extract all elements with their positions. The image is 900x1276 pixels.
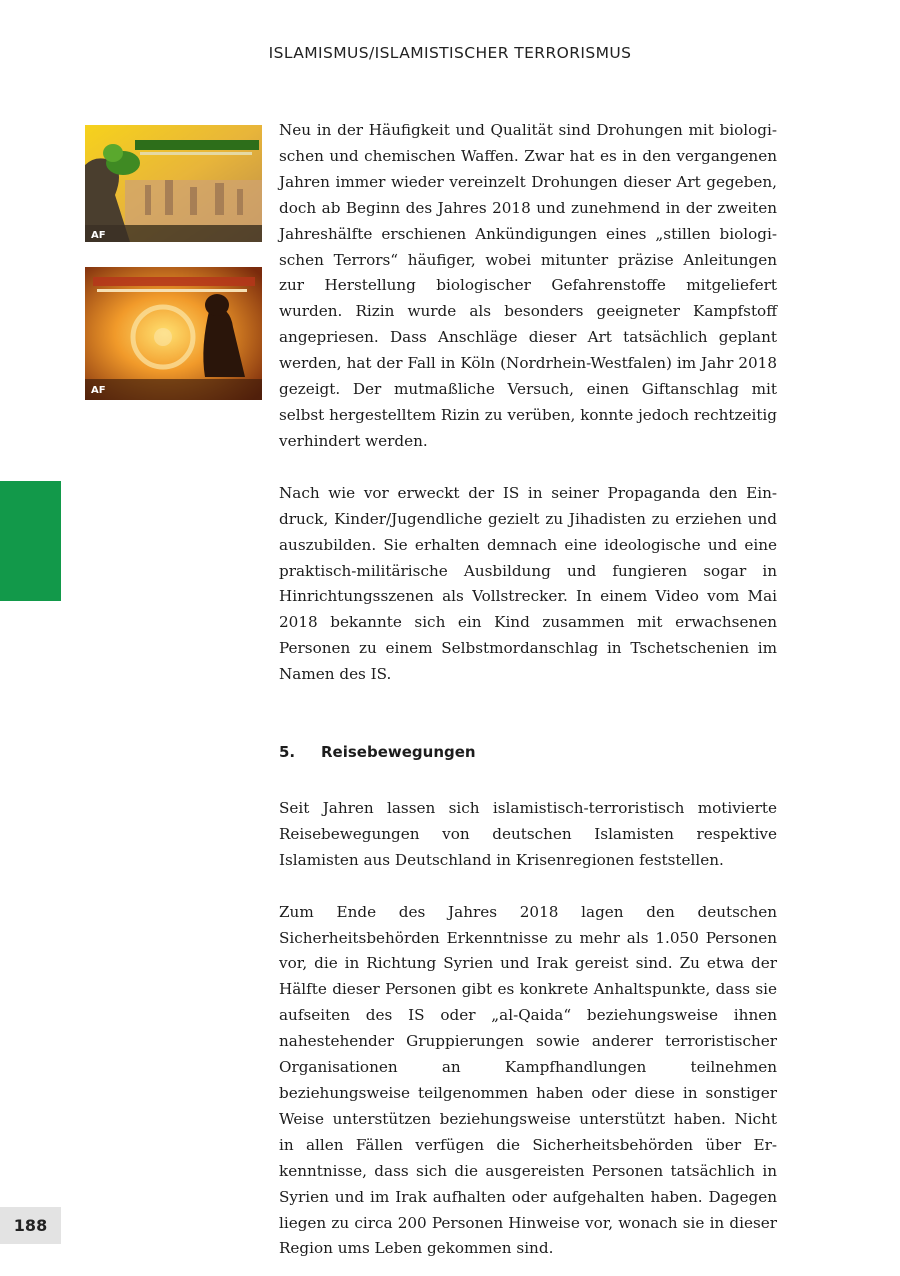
section-title: Reisebewegungen (321, 743, 476, 762)
paragraph-travel-intro: Seit Jahren lassen sich islamistisch-terroristisch motivierte Reisebewegungen von deutschen Islamisten respektive Islamisten aus Deutschland in Krisenregionen feststellen. (279, 798, 777, 869)
propaganda-poster-biohazard-image (85, 267, 262, 400)
section-number: 5. (279, 743, 296, 762)
chapter-color-tab (0, 481, 61, 601)
paragraph-children-propaganda: Nach wie vor erweckt der IS in seiner Propaganda den Eindruck, Kinder/Jugendliche gezielt zu Jihadisten zu erziehen und auszubilden. Sie erhalten demnach eine ideologische und eine praktisch-militärische Ausbildung und fungieren sogar in Hinrichtungsszenen als Vollstrecker. In einem Video vom Mai 2018 bekannte sich ein Kind zusammen mit erwachsenen Personen zu einem Selbstmordanschlag in Tschetschenien im Namen des IS. (279, 483, 777, 684)
main-text-column (279, 118, 777, 1262)
running-header: ISLAMISMUS/ISLAMISTISCHER TERRORISMUS (268, 44, 632, 62)
section-heading (279, 740, 777, 766)
page-number: 188 (0, 1207, 61, 1244)
paragraph-bio-threats: Neu in der Häufigkeit und Qualität sind Drohungen mit biologischen und chemischen Waffen. Zwar hat es in den vergangenen Jahren immer wieder vereinzelt Drohungen dieser Art gegeben, doch ab Beginn des Jahres 2018 und zunehmend in der zweiten Jahreshälfte erschienen Ankündigungen eines „stillen biologischen Terrors“ häufiger, wobei mitunter präzise Anleitungen zur Herstellung biologischer Gefahrenstoffe mitgeliefert wurden. Rizin wurde als besonders geeigneter Kampfstoff angepriesen. Dass Anschläge dieser Art tatsächlich geplant werden, hat der Fall in Köln (Nordrhein-Westfalen) im Jahr 2018 gezeigt. Der mutmaßliche Versuch, einen Giftanschlag mit selbst hergestelltem Rizin zu verüben, konnte jedoch rechtzeitig verhindert werden. (279, 121, 777, 450)
svg-text:AF: AF (91, 230, 106, 241)
svg-text:AF: AF (91, 385, 106, 396)
paragraph-travel-figures: Zum Ende des Jahres 2018 lagen den deutschen Sicherheitsbehörden Erkenntnisse zu mehr als 1.050 Personen vor, die in Richtung Syrien und Irak gereist sind. Zu etwa der Hälfte dieser Personen gibt es konkrete Anhaltspunkte, dass sie aufseiten des IS oder „al-Qaida“ beziehungsweise ihnen nahestehender Gruppierungen sowie anderer terroristischer Organisationen an Kampfhandlungen teilnehmen beziehungsweise teilgenommen haben oder diese in sonstiger Weise unterstützen beziehungsweise unterstützt haben. Nicht in allen Fällen verfügen die Sicherheitsbehörden über Erkenntnisse, dass sich die ausgereisten Personen tatsächlich in Syrien und im Irak aufhalten oder aufgehalten haben. Dagegen liegen zu circa 200 Personen Hinweise vor, wonach sie in dieser Region ums Leben gekommen sind. (279, 902, 777, 1258)
propaganda-poster-city-image (85, 125, 262, 242)
